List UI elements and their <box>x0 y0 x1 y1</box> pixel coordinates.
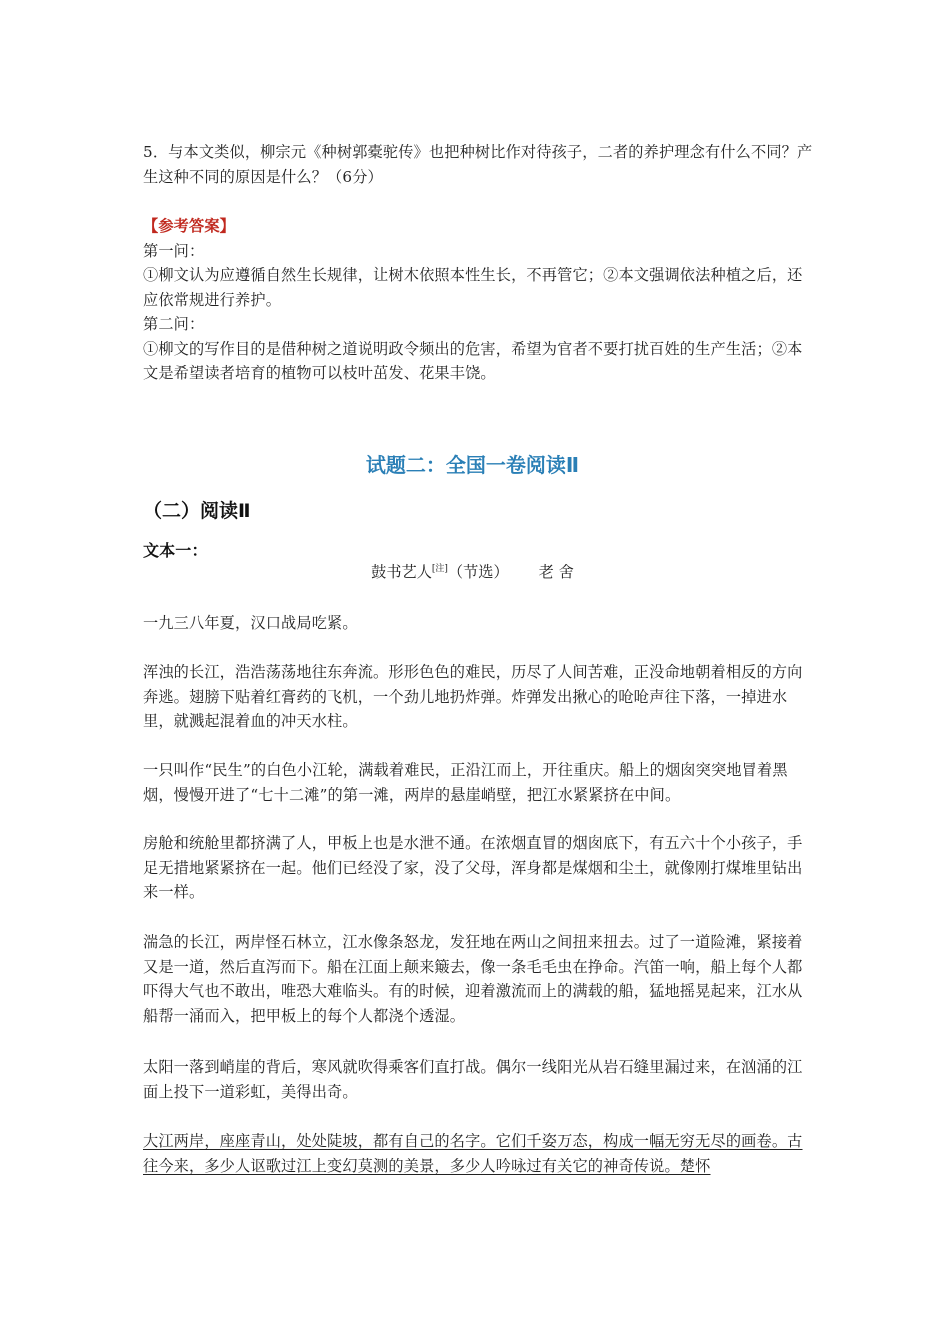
article-heading <box>0 561 945 582</box>
article-title: 鼓书艺人 <box>371 563 432 582</box>
text-label: 文本一： <box>143 541 208 560</box>
subsection-title: （二）阅读Ⅱ <box>143 500 251 522</box>
answer-q1-label: 第一问： <box>143 241 205 260</box>
paragraph: 湍急的长江，两岸怪石林立，江水像条怒龙，发狂地在两山之间扭来扭去。过了一道险滩，紧接着又是一道，然后直泻而下。船在江面上颠来簸去，像一条毛毛虫在挣命。汽笛一响，船上每个人都吓得大气也不敢出，唯恐大难临头。有的时候，迎着激流而上的满载的船，猛地摇晃起来，江水从船帮一涌而入，把甲板上的每个人都浇个透湿。 <box>143 933 803 1025</box>
answer-q2-label: 第二问： <box>143 315 205 333</box>
paragraph: 一九三八年夏，汉口战局吃紧。 <box>143 614 358 632</box>
paragraph: 房舱和统舱里都挤满了人，甲板上也是水泄不通。在浓烟直冒的烟囱底下，有五六十个小孩子，手足无措地紧紧挤在一起。他们已经没了家，没了父母，浑身都是煤烟和尘土，就像刚打煤堆里钻出来一样。 <box>143 834 803 901</box>
question-5: 5．与本文类似，柳宗元《种树郭橐驼传》也把种树比作对待孩子，二者的养护理念有什么不同？产生这种不同的原因是什么？（6分） <box>143 143 813 186</box>
paragraph: 一只叫作“民生”的白色小江轮，满载着难民，正沿江而上，开往重庆。船上的烟囱突突地冒着黑烟，慢慢开进了“七十二滩”的第一滩，两岸的悬崖峭壁，把江水紧紧挤在中间。 <box>143 761 788 804</box>
article-author: 老 舍 <box>538 563 574 582</box>
paragraph-underlined: 大江两岸，座座青山，处处陡坡，都有自己的名字。它们千姿万态，构成一幅无穷无尽的画卷。古往今来，多少人讴歌过江上变幻莫测的美景，多少人吟咏过有关它的神奇传说。楚怀 <box>143 1132 803 1175</box>
answer-heading: 【参考答案】 <box>143 217 236 235</box>
answer-block <box>143 214 813 386</box>
paragraph: 太阳一落到峭崖的背后，寒风就吹得乘客们直打战。偶尔一线阳光从岩石缝里漏过来，在汹涌的江面上投下一道彩虹，美得出奇。 <box>143 1058 803 1101</box>
answer-q1-text: ①柳文认为应遵循自然生长规律，让树木依照本性生长，不再管它；②本文强调依法种植之后，还应依常规进行养护。 <box>143 266 803 309</box>
answer-q2-text: ①柳文的写作目的是借种树之道说明政令频出的危害，希望为官者不要打扰百姓的生产生活；②本文是希望读者培育的植物可以枝叶茁发、花果丰饶。 <box>143 339 803 382</box>
article-excerpt: （节选） <box>447 563 509 582</box>
paragraph: 浑浊的长江，浩浩荡荡地往东奔流。形形色色的难民，历尽了人间苦难，正没命地朝着相反的方向奔逃。翅膀下贴着红膏药的飞机，一个劲儿地扔炸弹。炸弹发出揪心的呛呛声往下落，一掉进水里，就溅起混着血的冲天水柱。 <box>143 663 803 730</box>
article-note: [注] <box>431 564 448 574</box>
section-title: 试题二：全国一卷阅读Ⅱ <box>365 453 580 477</box>
